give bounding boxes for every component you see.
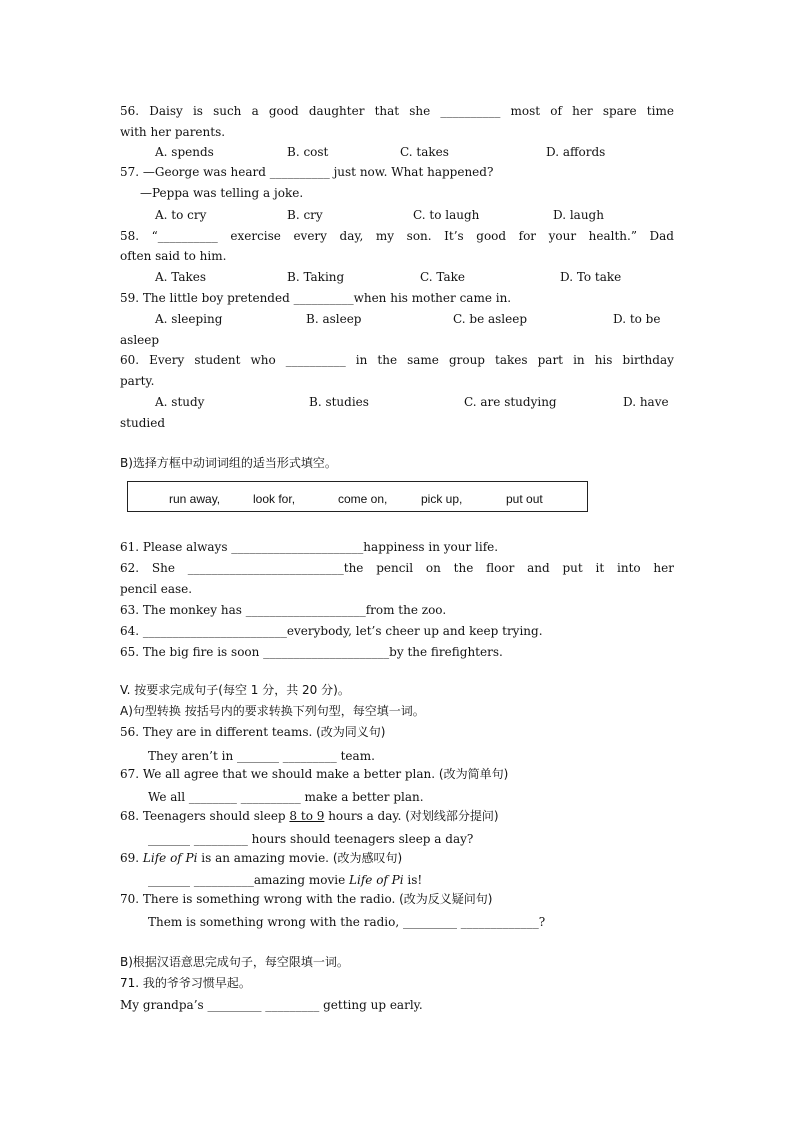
word: It’s (444, 229, 464, 243)
q58-option-a: A. Takes (155, 270, 207, 284)
section-v-title: V. 按要求完成句子(每空 1 分，共 20 分)。 (120, 683, 350, 697)
word: student (194, 353, 241, 367)
word: same (407, 353, 439, 367)
q70-text: 70. There is something wrong with the radio. (120, 892, 400, 906)
word-box-item: pick up, (421, 492, 463, 506)
word: her (572, 104, 593, 118)
q66-note: (改为同义句) (316, 725, 386, 739)
q60-option-d: D. have (623, 395, 669, 409)
section-b2-title: B)根据汉语意思完成句子，每空限填一词。 (120, 955, 349, 969)
q57-option-a: A. to cry (155, 208, 207, 222)
q59-line3: asleep (120, 333, 160, 347)
word: 56. (120, 104, 140, 118)
word: your (548, 229, 577, 243)
q71-english: My grandpa’s _________ _________ getting up early. (120, 998, 423, 1012)
q71-chinese: 71. 我的爷爷习惯早起。 (120, 976, 251, 990)
q56-line1 (120, 104, 674, 119)
q67-line2: We all ________ __________ make a better plan. (148, 790, 424, 804)
q69-line2-post: is! (403, 873, 423, 887)
q58-option-b: B. Taking (287, 270, 345, 284)
word: Every (149, 353, 185, 367)
q56-option-d: D. affords (546, 145, 606, 159)
word: for (518, 229, 537, 243)
q59-option-d: D. to be (613, 312, 661, 326)
section-v-subtitle: A)句型转换 按括号内的要求转换下列句型，每空填一词。 (120, 704, 425, 718)
q67-line1 (120, 767, 508, 782)
word: into (617, 561, 641, 575)
q68-line1 (120, 809, 499, 824)
q66-line2: They aren’t in _______ _________ team. (148, 749, 375, 763)
q69-num: 69. (120, 851, 143, 865)
word: Daisy (149, 104, 183, 118)
word-box-item: put out (506, 492, 543, 506)
word: my (375, 229, 395, 243)
q57-option-d: D. laugh (553, 208, 604, 222)
q57-line1: 57. —George was heard __________ just now. What happened? (120, 165, 494, 179)
q56-option-c: C. takes (400, 145, 449, 159)
word: health.” (588, 229, 637, 243)
word: spare (602, 104, 637, 118)
q59-line1: 59. The little boy pretended __________when his mother came in. (120, 291, 512, 305)
q68-pre: 68. Teenagers should sleep (120, 809, 290, 823)
q69-title: Life of Pi (142, 851, 198, 865)
word: in (355, 353, 368, 367)
q69-rest: is an amazing movie. (197, 851, 333, 865)
word: the (377, 353, 398, 367)
word: that (374, 104, 400, 118)
word: birthday (622, 353, 674, 367)
q56-option-a: A. spends (155, 145, 214, 159)
q60-option-c: C. are studying (464, 395, 557, 409)
word: 58. (120, 229, 140, 243)
q57-option-c: C. to laugh (413, 208, 480, 222)
word: __________________________the (187, 561, 364, 575)
q57-option-b: B. cry (287, 208, 323, 222)
word: and (527, 561, 550, 575)
q66-line1 (120, 725, 385, 740)
q70-line2: Them is something wrong with the radio, _________ _____________? (148, 915, 546, 929)
word: on (425, 561, 441, 575)
word: his (594, 353, 613, 367)
q58-line2: often said to him. (120, 249, 227, 263)
word: time (646, 104, 674, 118)
q69-line2 (148, 873, 422, 888)
q70-line1 (120, 892, 493, 907)
q65: 65. The big fire is soon _____________________by the firefighters. (120, 645, 503, 659)
q60-line3: studied (120, 416, 166, 430)
q67-text: 67. We all agree that we should make a better plan. (120, 767, 439, 781)
word: she (409, 104, 431, 118)
q60-line1 (120, 353, 674, 368)
word-box-item: come on, (338, 492, 388, 506)
word: is (192, 104, 203, 118)
q58-option-d: D. To take (560, 270, 622, 284)
word-box-item: run away, (169, 492, 221, 506)
word: pencil (376, 561, 414, 575)
word: of (550, 104, 562, 118)
word: 62. (120, 561, 140, 575)
q58-option-c: C. Take (420, 270, 465, 284)
word: the (453, 561, 474, 575)
q60-option-b: B. studies (309, 395, 369, 409)
q56-line2: with her parents. (120, 125, 226, 139)
word: good (476, 229, 507, 243)
word: She (151, 561, 175, 575)
q56-option-b: B. cost (287, 145, 329, 159)
word: Dad (649, 229, 674, 243)
word: group (448, 353, 485, 367)
q69-line2-pre: _______ __________amazing movie (148, 873, 350, 887)
q61: 61. Please always ______________________happiness in your life. (120, 540, 499, 554)
word: takes (495, 353, 528, 367)
word: every (293, 229, 327, 243)
word: exercise (230, 229, 281, 243)
q68-note: (对划线部分提问) (405, 809, 499, 823)
word: son. (406, 229, 432, 243)
q69-note: (改为感叹句) (332, 851, 403, 865)
word-box-item: look for, (253, 492, 296, 506)
word: floor (486, 561, 515, 575)
q70-note: (改为反义疑问句) (399, 892, 493, 906)
word: put (562, 561, 583, 575)
q62-line2: pencil ease. (120, 582, 193, 596)
q67-note: (改为简单句) (438, 767, 509, 781)
word: good (268, 104, 299, 118)
q63: 63. The monkey has ____________________from the zoo. (120, 603, 447, 617)
word: who (250, 353, 276, 367)
word: part (537, 353, 564, 367)
q59-option-a: A. sleeping (155, 312, 223, 326)
word: __________ (285, 353, 346, 367)
q57-line2: —Peppa was telling a joke. (140, 186, 304, 200)
q68-post: hours a day. (324, 809, 406, 823)
q62-line1 (120, 561, 674, 576)
q68-line2: _______ _________ hours should teenagers sleep a day? (148, 832, 474, 846)
q59-option-b: B. asleep (306, 312, 362, 326)
q59-option-c: C. be asleep (453, 312, 528, 326)
q60-line2: party. (120, 374, 155, 388)
q69-line2-title: Life of Pi (349, 873, 404, 887)
word: daughter (308, 104, 365, 118)
word: 60. (120, 353, 140, 367)
word: __________ (440, 104, 501, 118)
q68-underlined: 8 to 9 (289, 809, 325, 823)
word: in (573, 353, 585, 367)
q58-line1 (120, 229, 674, 244)
section-b1-title: B)选择方框中动词词组的适当形式填空。 (120, 456, 337, 470)
word: day, (339, 229, 364, 243)
q66-text: 56. They are in different teams. (120, 725, 317, 739)
word: “__________ (151, 229, 218, 243)
q69-line1 (120, 851, 402, 866)
q60-option-a: A. study (155, 395, 205, 409)
word: her (653, 561, 674, 575)
word: a (251, 104, 259, 118)
q64: 64. ________________________everybody, let’s cheer up and keep trying. (120, 624, 543, 638)
word: it (595, 561, 605, 575)
word: such (213, 104, 242, 118)
word: most (510, 104, 541, 118)
